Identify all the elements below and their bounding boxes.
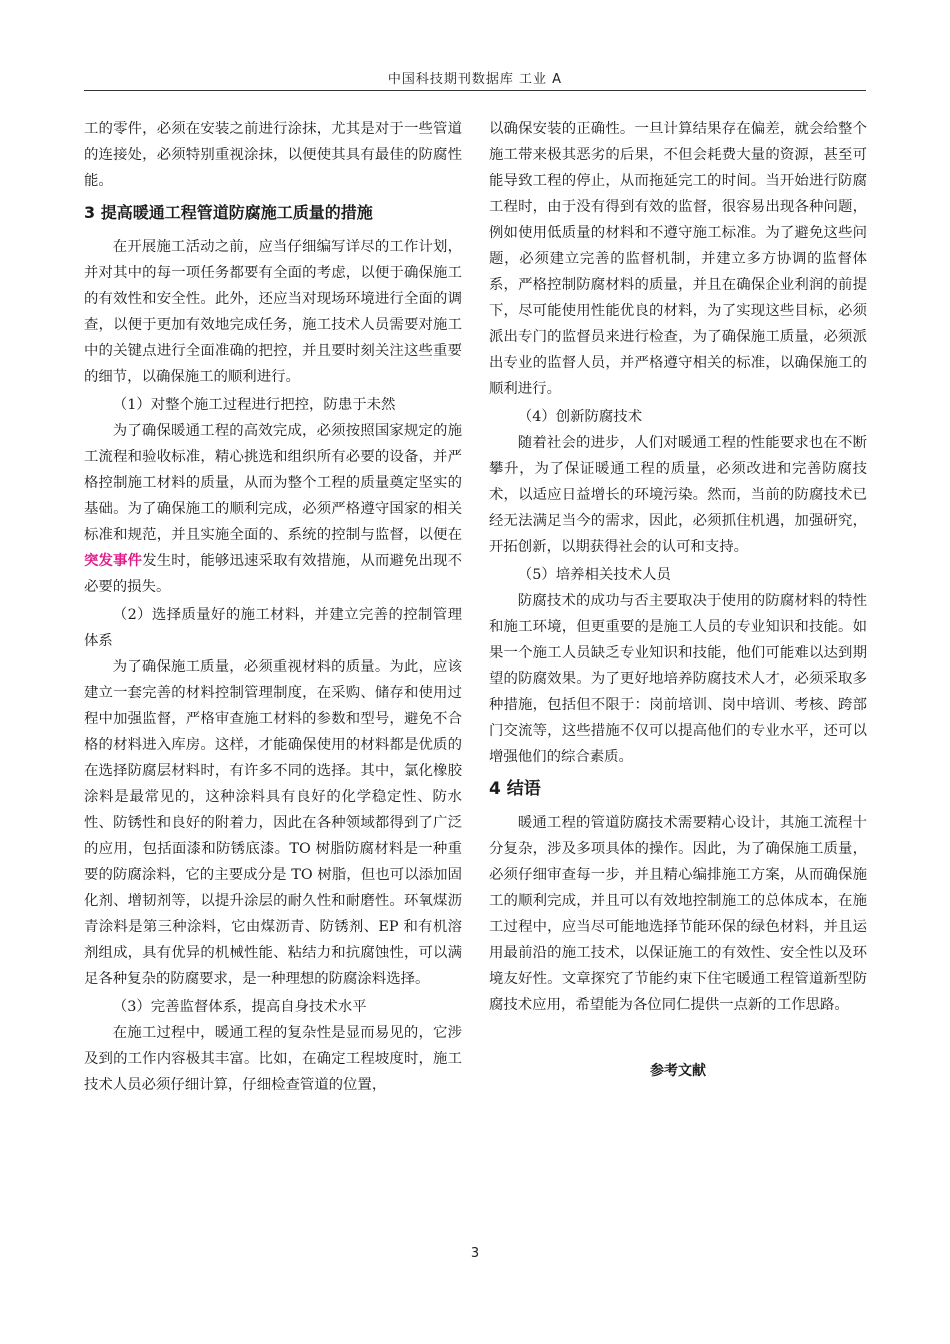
paragraph: 暖通工程的管道防腐技术需要精心设计，其施工流程十分复杂，涉及多项具体的操作。因此，为了确保施工质量，必须仔细审查每一步，并且精心编排施工方案，从而确保施工的顺利完成，并且可以有效地控制施工的总体成本，在施工过程中，应当尽可能地选择节能环保的绿色材料，并且运用最前沿的施工技术，以保证施工的有效性、安全性以及环境友好性。文章探究了节能约束下住宅暖通工程管道新型防腐技术应用，希望能为各位同仁提供一点新的工作思路。: [489, 815, 867, 1013]
paragraph: 随着社会的进步，人们对暖通工程的性能要求也在不断攀升，为了保证暖通工程的质量，必须改进和完善防腐技术，以适应日益增长的环境污染。然而，当前的防腐技术已经无法满足当今的需求，因此，必须抓住机遇，加强研究，开拓创新，以期获得社会的认可和支持。: [489, 435, 867, 555]
paragraph: 在开展施工活动之前，应当仔细编写详尽的工作计划，并对其中的每一项任务都要有全面的考虑，以便于确保施工的有效性和安全性。此外，还应当对现场环境进行全面的调查，以便于更加有效地完成任务，施工技术人员需要对施工中的关键点进行全面准确的把控，并且要时刻关注这些重要的细节，以确保施工的顺利进行。: [84, 239, 462, 385]
section-heading-4: 4 结语: [489, 779, 541, 799]
right-column: [489, 116, 867, 1084]
journal-header: 中国科技期刊数据库 工业 A: [387, 72, 563, 87]
subsection-heading-2: （2）选择质量好的施工材料，并建立完善的控制管理体系: [84, 607, 462, 649]
paragraph: 防腐技术的成功与否主要取决于使用的防腐材料的特性和施工环境，但更重要的是施工人员的专业知识和技能。如果一个施工人员缺乏专业知识和技能，他们可能难以达到期望的防腐效果。为了更好地培养防腐技术人才，必须采取多种措施，包括但不限于：岗前培训、岗中培训、考核、跨部门交流等，这些措施不仅可以提高他们的专业水平，还可以增强他们的综合素质。: [489, 593, 867, 765]
references-heading: 参考文献: [650, 1063, 706, 1079]
section-heading-3: 3 提高暖通工程管道防腐施工质量的措施: [84, 203, 373, 222]
paragraph-text: 为了确保暖通工程的高效完成，必须按照国家规定的施工流程和验收标准，精心挑选和组织所有必要的设备，并严格控制施工材料的质量，从而为整个工程的质量奠定坚实的基础。为了确保施工的顺利完成，必须严格遵守国家的相关标准和规范，并且实施全面的、系统的控制与监督，以便在: [84, 423, 462, 543]
paragraph: 以确保安装的正确性。一旦计算结果存在偏差，就会给整个施工带来极其恶劣的后果，不但会耗费大量的资源，甚至可能导致工程的停止，从而拖延完工的时间。当开始进行防腐工程时，由于没有得到有效的监督，很容易出现各种问题，例如使用低质量的材料和不遵守施工标准。为了避免这些问题，必须建立完善的监督机制，并建立多方协调的监督体系，严格控制防腐材料的质量，并且在确保企业利润的前提下，尽可能使用性能优良的材料，为了实现这些目标，必须派出专门的监督员来进行检查，为了确保施工质量，必须派出专业的监督人员，并严格遵守相关的标准，以确保施工的顺利进行。: [489, 121, 867, 397]
paragraph: 工的零件，必须在安装之前进行涂抹，尤其是对于一些管道的连接处，必须特别重视涂抹，以便使其具有最佳的防腐性能。: [84, 121, 462, 189]
subsection-heading-3: （3）完善监督体系，提高自身技术水平: [112, 999, 367, 1015]
highlighted-link[interactable]: 突发事件: [84, 553, 143, 569]
paragraph-text: 发生时，能够迅速采取有效措施，从而避免出现不必要的损失。: [84, 553, 462, 595]
paragraph: 在施工过程中，暖通工程的复杂性是显而易见的，它涉及到的工作内容极其丰富。比如，在确定工程坡度时，施工技术人员必须仔细计算，仔细检查管道的位置，: [84, 1025, 462, 1093]
page-number: 3: [470, 1246, 480, 1261]
left-column: [84, 116, 462, 1098]
subsection-heading-4: （4）创新防腐技术: [517, 409, 643, 425]
paragraph: 为了确保施工质量，必须重视材料的质量。为此，应该建立一套完善的材料控制管理制度，在采购、储存和使用过程中加强监督，严格审查施工材料的参数和型号，避免不合格的材料进入库房。这样，才能确保使用的材料都是优质的在选择防腐层材料时，有许多不同的选择。其中，氯化橡胶涂料是最常见的，这种涂料具有良好的化学稳定性、防水性、防锈性和良好的附着力，因此在各种领域都得到了广泛的应用，包括面漆和防锈底漆。TO 树脂防腐材料是一种重要的防腐涂料，它的主要成分是 TO 树脂，但也可以添加固化剂、增韧剂等，以提升涂层的耐久性和耐磨性。环氧煤沥青涂料是第三种涂料，它由煤沥青、防锈剂、EP 和有机溶剂组成，具有优异的机械性能、粘结力和抗腐蚀性，可以满足各种复杂的防腐要求，是一种理想的防腐涂料选择。: [84, 659, 462, 987]
subsection-heading-5: （5）培养相关技术人员: [517, 567, 671, 583]
paragraph: [84, 418, 462, 600]
subsection-heading-1: （1）对整个施工过程进行把控，防患于未然: [112, 397, 396, 413]
header-divider: [84, 90, 866, 91]
